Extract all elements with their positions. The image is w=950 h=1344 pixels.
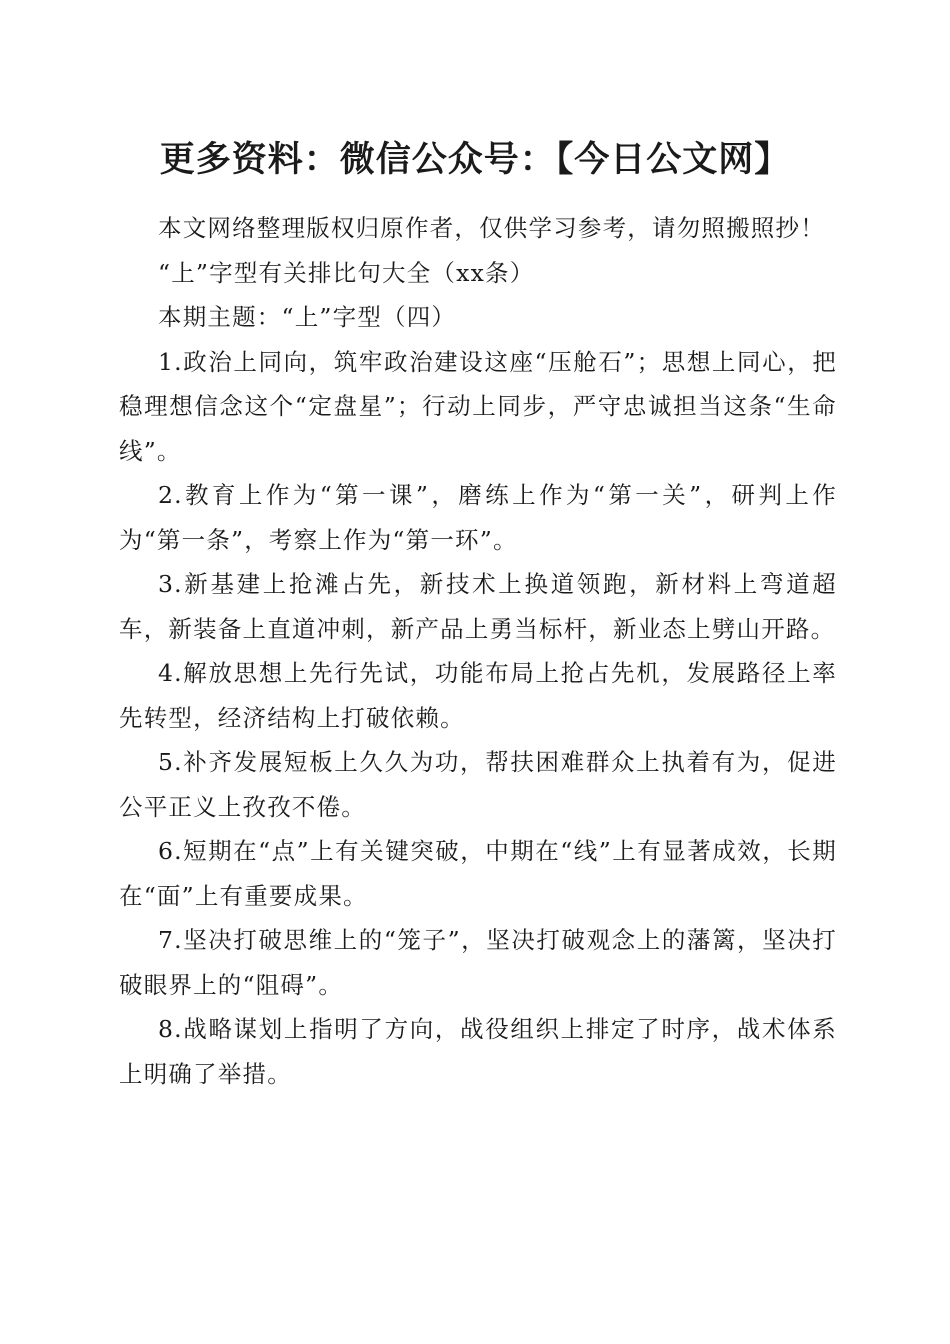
document-subtitle: “上”字型有关排比句大全（xx条） <box>158 258 535 287</box>
copyright-notice: 本文网络整理版权归原作者，仅供学习参考，请勿照搬照抄！ <box>158 214 825 242</box>
list-item: 5.补齐发展短板上久久为功，帮扶困难群众上执着有为，促进公平正义上孜孜不倦。 <box>119 748 837 821</box>
list-item: 7.坚决打破思维上的“笼子”，坚决打破观念上的藩篱，坚决打破眼界上的“阻碍”。 <box>119 926 837 999</box>
list-item: 2.教育上作为“第一课”，磨练上作为“第一关”，研判上作为“第一条”，考察上作为“第一环”。 <box>119 481 837 554</box>
issue-theme: 本期主题：“上”字型（四） <box>158 303 457 331</box>
list-item: 4.解放思想上先行先试，功能布局上抢占先机，发展路径上率先转型，经济结构上打破依赖。 <box>119 659 837 732</box>
document-title: 更多资料：微信公众号：【今日公文网】 <box>159 140 791 180</box>
list-item: 6.短期在“点”上有关键突破，中期在“线”上有显著成效，长期在“面”上有重要成果。 <box>119 837 837 910</box>
list-item: 8.战略谋划上指明了方向，战役组织上排定了时序，战术体系上明确了举措。 <box>119 1015 837 1088</box>
list-item: 3.新基建上抢滩占先，新技术上换道领跑，新材料上弯道超车，新装备上直道冲刺，新产品上勇当标杆，新业态上劈山开路。 <box>119 570 837 643</box>
list-item: 1.政治上同向，筑牢政治建设这座“压舱石”；思想上同心，把稳理想信念这个“定盘星”；行动上同步，严守忠诚担当这条“生命线”。 <box>119 347 837 465</box>
document-body <box>119 206 837 1096</box>
